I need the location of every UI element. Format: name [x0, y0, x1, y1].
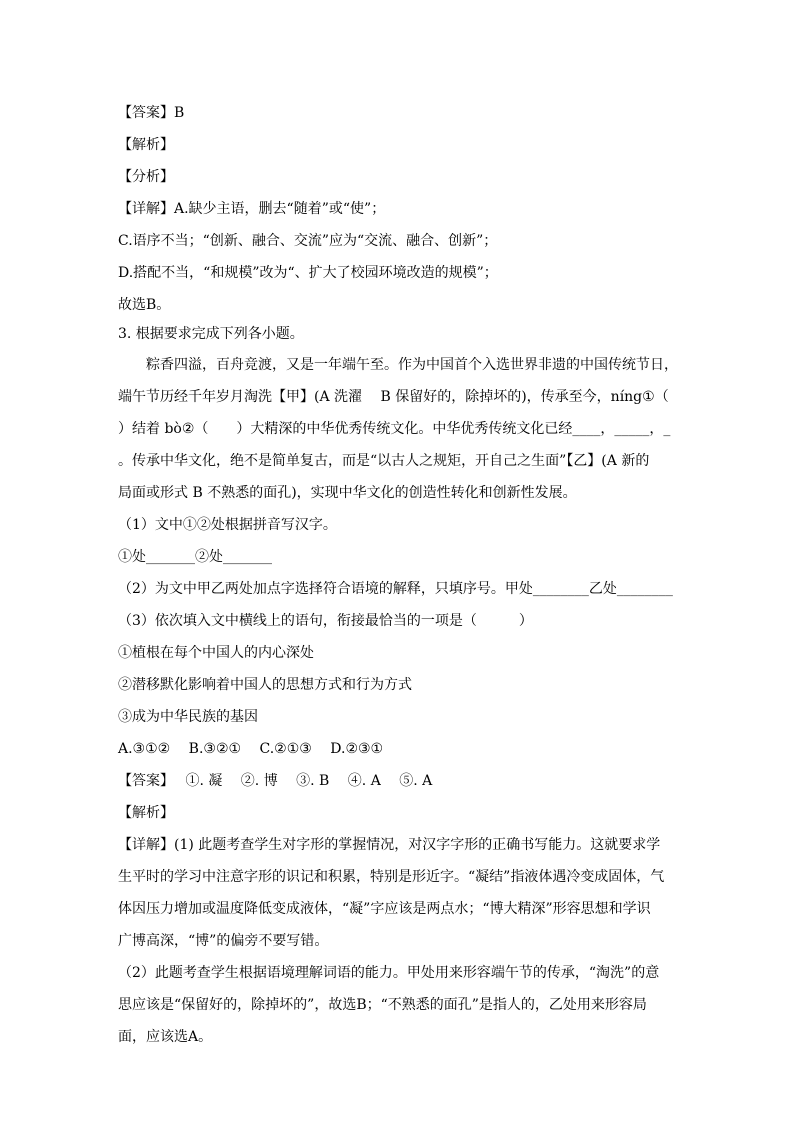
option-sentence-1: ①植根在每个中国人的内心深处	[118, 645, 314, 661]
explanation-line-4: 广博高深，“博”的偏旁不要写错。	[118, 933, 329, 949]
question-3-title: 3. 根据要求完成下列各小题。	[118, 326, 304, 342]
explanation-line-3: 体因压力增加或温度降低变成液体，“凝”字应该是两点水；“博大精深”形容思想和学识	[118, 901, 651, 917]
subquestion-1: （1）文中①②处根据拼音写汉字。	[118, 517, 337, 533]
detail-line-a: 【详解】A.缺少主语，删去“随着”或“使”；	[118, 201, 386, 217]
conclusion-line: 故选B。	[118, 297, 171, 313]
passage-line-5: 局面或形式 B 不熟悉的面孔)，实现中华文化的创造性转化和创新性发展。	[118, 485, 577, 501]
passage-line-4: 。传承中华文化，绝不是简单复古，而是“以古人之规矩，开自己之生面”【乙】(A 新的	[118, 453, 650, 469]
analysis-heading: 【解析】	[118, 137, 174, 153]
subquestion-1-blanks: ①处_______②处_______	[118, 549, 272, 565]
option-sentence-2: ②潜移默化影响着中国人的思想方式和行为方式	[118, 677, 412, 693]
passage-line-3: ）结着 bò②（ ）大精深的中华优秀传统文化。中华优秀传统文化已经____，_____，_	[118, 421, 671, 437]
analysis-heading-2: 【解析】	[118, 805, 174, 821]
explanation-line-2: 生平时的学习中注意字形的识记和积累，特别是形近字。“凝结”指液体遇冷变成固体，气	[118, 869, 665, 885]
explanation-line-6: 思应该是“保留好的，除掉坏的”，故选B；“不熟悉的面孔”是指人的，乙处用来形容局	[118, 997, 647, 1013]
explanation-line-1: 【详解】(1) 此题考查学生对字形的掌握情况，对汉字字形的正确书写能力。这就要求学	[118, 837, 661, 853]
detail-line-d: D.搭配不当，“和规模”改为“、扩大了校园环境改造的规模”；	[118, 265, 498, 281]
subquestion-2: （2）为文中甲乙两处加点字选择符合语境的解释，只填序号。甲处________乙处________	[118, 581, 673, 597]
fenxi-heading: 【分析】	[118, 169, 174, 185]
detail-line-c: C.语序不当；“创新、融合、交流”应为“交流、融合、创新”；	[118, 233, 498, 249]
answer-label: 【答案】B	[118, 105, 185, 121]
explanation-line-7: 面，应该选A。	[118, 1029, 213, 1045]
passage-line-2: 端午节历经千年岁月淘洗【甲】(A 洗濯 B 保留好的，除掉坏的)，传承至今，níng①（	[118, 389, 669, 405]
option-sentence-3: ③成为中华民族的基因	[118, 709, 258, 725]
explanation-line-5: （2）此题考查学生根据语境理解词语的能力。甲处用来形容端午节的传承，“淘洗”的意	[118, 965, 660, 981]
choice-options: A.③①② B.③②① C.②①③ D.②③①	[118, 741, 384, 757]
passage-line-1: 粽香四溢，百舟竞渡，又是一年端午至。作为中国首个入选世界非遗的中国传统节日，	[146, 357, 678, 373]
subquestion-3: （3）依次填入文中横线上的语句，衔接最恰当的一项是（ ）	[118, 613, 533, 629]
answer-line-2: 【答案】 ①. 凝 ②. 博 ③. B ④. A ⑤. A	[118, 773, 433, 789]
